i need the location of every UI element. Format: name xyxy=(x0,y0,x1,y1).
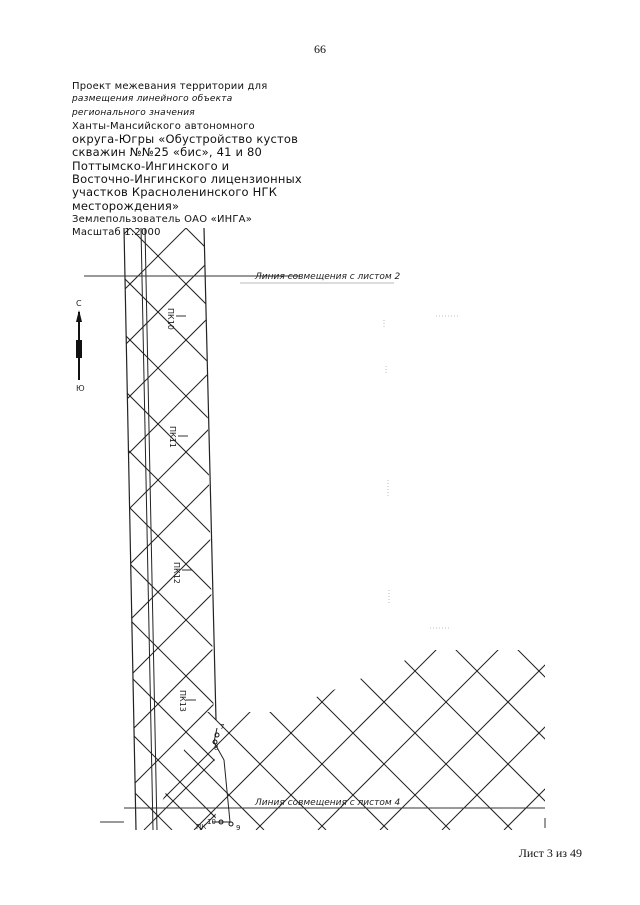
picket-label: ПК13 xyxy=(178,690,187,712)
hatch-line xyxy=(0,640,140,830)
sheet-label: Лист 3 из 49 xyxy=(518,846,582,860)
hatch-line xyxy=(570,640,640,830)
north-arrow-head xyxy=(76,310,82,322)
title-line: округа-Югры «Обустройство кустов xyxy=(72,132,299,147)
hatch-line xyxy=(0,228,74,830)
title-line: Проект межевания территории для xyxy=(72,81,268,92)
title-line: Восточно-Ингинского лицензионных xyxy=(72,172,302,187)
hatch-line xyxy=(504,640,640,830)
hatch-line xyxy=(0,228,130,830)
title-line: Поттымско-Ингинского и xyxy=(72,158,230,173)
title-line: Землепользователь ОАО «ИНГА» xyxy=(72,213,253,225)
hatch-line xyxy=(0,640,136,830)
hatch-line xyxy=(354,228,640,830)
hatch-line xyxy=(0,228,116,830)
title-line: участков Красноленинского НГК xyxy=(72,185,278,200)
title-line: месторождения» xyxy=(72,198,180,213)
hatch-line xyxy=(522,228,640,830)
hatch-line xyxy=(0,640,12,830)
hatch-line xyxy=(8,640,198,830)
faint-marks xyxy=(384,316,460,628)
hatch-line xyxy=(0,228,410,830)
corridor-right-edge xyxy=(204,228,216,720)
point-label: 10 xyxy=(207,818,216,826)
title-line: размещения линейного объекта xyxy=(72,94,233,105)
hatch-line xyxy=(508,640,640,830)
picket-label: ПК12 xyxy=(172,562,181,584)
point-label: 8 xyxy=(214,744,219,752)
hatch-line xyxy=(242,228,640,830)
hatch-line xyxy=(144,228,640,830)
north-label: С xyxy=(76,299,82,308)
hatch-line xyxy=(0,228,298,830)
hatch-line xyxy=(12,640,202,830)
hatch-line xyxy=(410,228,640,830)
hatch-line xyxy=(466,228,640,830)
page-number: 66 xyxy=(314,42,326,56)
hatch-line xyxy=(74,640,264,830)
hatch-line xyxy=(0,228,172,830)
hatch-line xyxy=(0,228,186,830)
hatch-line xyxy=(0,228,578,830)
hatch-line xyxy=(632,640,640,830)
point-label: 9 xyxy=(236,824,241,832)
corridor-left-edge xyxy=(124,228,136,830)
hatch-line xyxy=(634,228,640,830)
hatch-line xyxy=(0,228,354,830)
title-line: Ханты-Мансийского автономного xyxy=(72,120,255,132)
hatch-line xyxy=(18,228,620,830)
match-line-top-label: Линия совмещения с листом 2 xyxy=(255,272,401,282)
picket-label: ПК11 xyxy=(168,426,177,448)
point-label: 7 xyxy=(220,723,225,731)
hatch-line xyxy=(256,228,640,830)
hatch-line xyxy=(32,228,634,830)
hatch-line xyxy=(0,228,60,830)
title-line: скважин №№25 «бис», 41 и 80 xyxy=(72,145,263,160)
hatch-line xyxy=(0,228,564,830)
title-line: Масштаб 1:2000 xyxy=(72,227,161,239)
north-arrow xyxy=(76,299,85,393)
hatch-line xyxy=(578,228,640,830)
picket-label: ПК10 xyxy=(166,308,175,330)
boundary-point xyxy=(229,822,233,826)
north-arrow-box xyxy=(76,340,82,358)
hatch-line xyxy=(0,228,284,830)
hatch-line xyxy=(186,228,640,830)
south-label: Ю xyxy=(76,384,85,393)
hatch-line xyxy=(0,228,508,830)
pipeline-corridor xyxy=(0,228,640,830)
hatch-line xyxy=(298,228,640,830)
bottom-picket-label: ПК xyxy=(196,823,207,831)
hatch-line xyxy=(0,640,74,830)
hatch-line xyxy=(0,228,452,830)
hatch-line xyxy=(0,228,18,830)
hatch-line xyxy=(0,228,396,830)
hatch-line xyxy=(74,228,640,830)
hatch-line xyxy=(0,228,466,830)
title-line: регионального значения xyxy=(72,107,195,118)
hatch-line xyxy=(200,228,640,830)
match-line-bottom-label: Линия совмещения с листом 4 xyxy=(255,798,401,808)
